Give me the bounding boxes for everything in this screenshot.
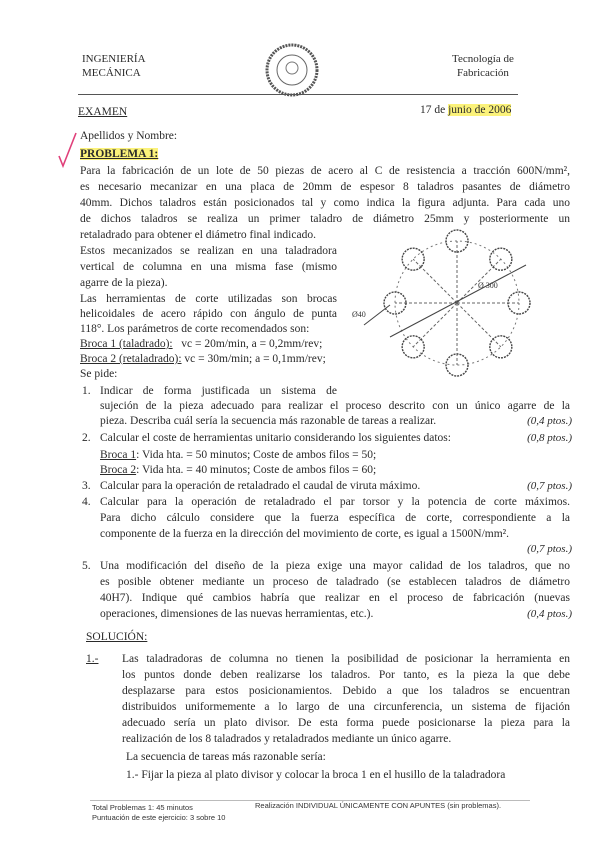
q-line: Calcular para la operación de retaladrado el par torsor y la potencia de corte máximos. [100,496,570,508]
q-points: (0,7 ptos.) [527,480,572,492]
q4-points-row [100,541,572,557]
statement-line: Para la fabricación de un lote de 50 piezas de acero al C de resistencia a tracción 600N/mm², [80,165,570,177]
faculty-line2: MECÁNICA [82,67,141,79]
q-number: 1. [82,385,91,397]
q-line: Indicar de forma justificada un sistema de [100,385,337,397]
diameter-40-label: Ø40 [352,310,366,319]
diameter-300-label: Ø 300 [478,281,498,290]
statement-line: retaladrado para obtener el diámetro final indicado. [80,229,316,241]
statement-line: de dichos taladros se realiza un primer taladro de diámetro 25mm y posteriormente un [80,213,570,225]
statement-line: Estos mecanizados se realizan en una taladradora [80,245,337,257]
statement-line: Las herramientas de corte utilizadas son brocas [80,293,337,305]
q-number: 4. [82,496,91,508]
q-number: 2. [82,432,91,444]
footer-time: Total Problemas 1: 45 minutos [92,803,193,812]
q-line: 40H7). Indique qué cambios habría que realizar en el proceso de fabricación (nuevas [100,592,570,604]
q-line: componente de la fuerza en la dirección del movimiento de corte, es igual a 1500N/mm². [100,528,509,540]
q-line: sujeción de la pieza adecuado para realizar el proceso descrito con un único agarre de la [100,400,570,412]
q2-sub-text: : Vida hta. = 50 minutos; Coste de ambos filos = 50; [136,449,377,461]
sequence-intro: La secuencia de tareas más razonable sería: [126,751,326,763]
q5-last-row [100,606,572,622]
course-line1: Tecnología de [452,53,514,65]
solution-line: desplazarse para estos posicionamientos. Debido a que los taladros se encuentran [122,685,570,697]
statement-line: 40mm. Dichos taladros están posicionados tal y como indica la figura adjunta. Para cada uno [80,197,570,209]
statement-line: agarre de la pieza). [80,277,168,289]
q-number: 3. [82,480,91,492]
broca2-params: vc = 30m/min; a = 0,1mm/rev; [184,353,326,365]
broca2-label: Broca 2 (retaladrado): [80,353,182,365]
q2-sub-label: Broca 1 [100,449,137,461]
statement-line: 118°. Los parámetros de corte recomendados son: [80,323,310,335]
solution-line: realización de los 8 taladrados y retaladrados mediante un único agarre. [122,733,452,745]
q-points: (0,4 ptos.) [527,608,572,620]
solution-number: 1.- [86,653,99,665]
problem-title: PROBLEMA 1: [80,148,159,160]
name-label: Apellidos y Nombre: [80,130,178,142]
hole-pattern-figure [350,225,550,380]
date-prefix: 17 de [420,104,446,116]
hole [490,336,512,358]
q2-sub-text: : Vida hta. = 40 minutos; Coste de ambos filos = 60; [136,464,377,476]
q-line: Calcular el coste de herramientas unitario considerando los siguientes datos: [100,432,451,444]
footer-score: Puntuación de este ejercicio: 3 sobre 10 [92,813,226,822]
broca1-label: Broca 1 (taladrado): [80,338,173,350]
solution-line: distribuidos uniformemente a lo largo de una circunferencia, un sistema de fijación [122,701,570,713]
q-number: 5. [82,560,91,572]
sequence-step-1: 1.- Fijar la pieza al plato divisor y colocar la broca 1 en el husillo de la taladradora [126,769,506,781]
solution-line: Las taladradoras de columna no tienen la posibilidad de posicionar la herramienta en [122,653,570,665]
statement-line: helicoidales de acero rápido con ángulo de punta [80,308,337,320]
footer-mode: Realización INDIVIDUAL ÚNICAMENTE CON APUNTES (sin problemas). [255,801,502,810]
exam-title: EXAMEN [78,106,128,118]
statement-line: vertical de columna en una misma fase (mismo [80,261,337,273]
q-points: (0,7 ptos.) [527,543,572,555]
solution-line: los puntos donde deben realizarse los taladros. Por tanto, es la pieza la que debe [122,669,570,681]
solution-line: adecuado sería un plato divisor. De esta forma puede posicionarse la pieza para la [122,717,570,729]
q-points: (0,8 ptos.) [527,432,572,444]
q2-row [100,430,572,446]
exam-date [420,102,511,118]
q-line: Calcular para la operación de retaladrado el caudal de viruta máximo. [100,480,421,492]
diameter-40-leader [364,305,390,325]
q2-sub-label: Broca 2 [100,464,137,476]
q-line: operaciones, dimensiones de las nuevas herramientas, etc.). [100,608,374,620]
center-line [413,259,457,303]
q-line: pieza. Describa cuál sería la secuencia más razonable de tareas a realizar. [100,415,437,427]
q-line: Una modificación del diseño de la pieza exige una mayor calidad de los taladros, que no [100,560,570,572]
q1-last-row [100,413,572,429]
statement-line: es necesario mecanizar en una placa de 20mm de espesor 8 taladros pasantes de diámetro [80,181,570,193]
center-line [413,303,457,347]
q3-row [100,478,572,494]
header-divider [78,94,518,95]
checkmark-icon [56,130,80,170]
solution-title: SOLUCIÓN: [86,631,148,643]
university-seal [262,40,322,100]
broca1-params: vc = 20m/min, a = 0,2mm/rev; [181,338,323,350]
q-line: Para dicho cálculo considere que la fuerza específica de corte, correspondiente a la [100,512,570,524]
center-line [457,303,501,347]
course-line2: Fabricación [456,67,509,79]
se-pide: Se pide: [80,368,118,380]
faculty-line1: INGENIERÍA [82,53,146,65]
q-points: (0,4 ptos.) [527,415,572,427]
q-line: es posible obtener mediante un proceso de taladrado (se establecen taladros de diámetro [100,576,570,588]
date-highlight: junio de 2006 [448,104,512,116]
diameter-300-dimension [390,265,526,337]
